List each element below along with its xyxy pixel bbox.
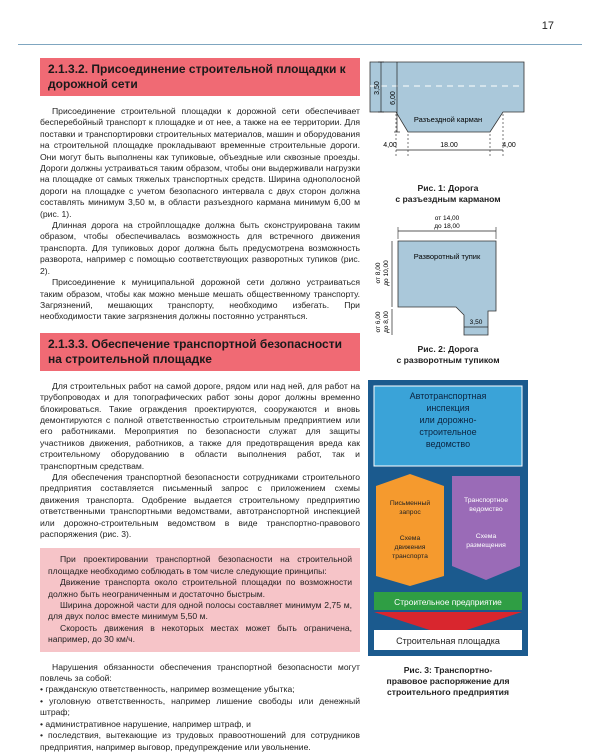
orange-line: транспорта [392,553,428,560]
paragraph: Присоединение к муниципальной дорожной сети должно устраиваться таким образом, чтобы как можно меньше мешать общественному транспорту. Загрязнений, мешающих транспорту, необходимо избегать. При необходимости такие загрязнения должны постоянно устраняться. [40,277,360,322]
figure3-caption [368,665,528,698]
dim-label-side1b: до 10,00 [383,260,390,286]
dim-label-top2: до 18,00 [434,223,460,230]
dim-label-600: 6,00 [390,91,397,105]
section1-body [40,106,360,323]
caption-line: с разъездным карманом [395,194,501,204]
passing-bay-label: Разъездной карман [413,115,483,124]
figure1-caption [368,183,528,205]
paragraph: Для строительных работ на самой дороге, рядом или над ней, для работ на трубопроводах и для топографических работ зоны дорог должны временно блокироваться. Такие ограждения проектируются, сооружаются и вновь демонтируются с полной ответственностью строительным предприятием или его работниками. Мероприятия по безопасности служат для защиты участников движения, работников, а также для предотвращения вреда как строительному оборудованию в области выполнения работ, так и транспортным средствам. [40,380,360,471]
caption-line: Рис. 3: Транспортно- [403,665,493,675]
orange-line: Схема [399,535,421,542]
block-line: или дорожно- [419,415,477,425]
violations-intro: Нарушения обязанности обеспечения транспортной безопасности могут повлечь за собой: [40,661,360,684]
paragraph: Присоединение строительной площадки к дорожной сети обеспечивает бесперебойный транспорт к площадке и от нее, а также на ее территории. Для поставки и транспортировки строительных материалов, машин и оборудования на строительной площадке прокладывают временные строительные дороги. Они могут быть выполнены как тупиковые, объездные или сквозные проезды. Дороги должны устраиваться таким образом, чтобы они выдерживали нагрузки на площадке от самых тяжелых транспортных средств. Ширина однополосной дороги на площадке с учетом безопасного интервала с двух сторон должна составлять минимум 3,50 м, в области разъездного кармана минимум 6,00 м (рис. 1). [40,106,360,219]
dim-label-right: 4,00 [502,142,516,149]
figure1-road-passing-bay [368,58,528,178]
principles-callout [40,548,360,651]
caption-line: строительного предприятия [387,687,509,697]
orange-line: запрос [399,509,421,516]
block-line: строительное [419,427,477,437]
dim-label-350: 3,50 [374,81,381,95]
callout-paragraph: При проектировании транспортной безопасности на строительной площадке необходимо соблюдать в том числе следующие принципы: [48,554,352,576]
construction-site-label: Строительная площадка [396,636,500,646]
dim-label-top1: от 14,00 [434,215,460,222]
list-item: • уголовную ответственность, например лишение свободы или денежный штраф; [40,695,360,718]
dim-label-mid: 18.00 [440,142,458,149]
purple-line: ведомство [469,506,503,513]
callout-paragraph: Движение транспорта около строительной площадки по возможности должно быть неограниченным и достаточно быстрым. [48,577,352,599]
purple-line: Транспортное [463,497,509,504]
figure2-caption [368,344,528,366]
paragraph: Для обеспечения транспортной безопасности сотрудниками строительного предприятия составляется письменный запрос с приложением схемы движения транспорта. Одобрение выдается строительному предприятию ответственными транспортными ведомствами, автотранспортной инспекцией или дорожно-строительным ведомством в виде транспортно-правового распоряжения (рис. 3). [40,471,360,539]
orange-line: Письменный [389,500,431,507]
purple-line: Схема [475,533,497,540]
caption-line: Рис. 1: Дорога [417,183,479,193]
orange-line: движения [394,544,426,551]
section-heading-road-connection: 2.1.3.2. Присоединение строительной площадки к дорожной сети [40,58,360,96]
construction-company-label: Строительное предприятие [394,597,502,607]
dim-label-side2a: от 6,00 [375,311,382,333]
main-text-column [40,58,360,753]
callout-paragraph: Скорость движения в некоторых местах может быть ограничена, например, до 30 км/ч. [48,622,352,645]
list-item: • гражданскую ответственность, например возмещение убытка; [40,684,295,695]
caption-line: правовое распоряжение для [386,676,510,686]
list-item: • последствия, вытекающие из трудовых правоотношений для сотрудников предприятия, например выговор, предупреждение или увольнение. [40,730,360,752]
section2-body [40,381,360,541]
figures-column [368,58,528,698]
section-heading-traffic-safety: 2.1.3.3. Обеспечение транспортной безопасности на строительной площадке [40,333,360,371]
figure2-turnaround [368,211,528,339]
turnaround-label: Разворотный тупик [413,252,481,261]
header-rule [18,44,582,45]
callout-paragraph: Ширина дорожной части для одной полосы составляет минимум 2,75 м, для двух полос вместе минимум 5,50 м. [48,600,352,622]
dim-label-left: 4,00 [383,142,397,149]
dim-label-side2b: до 8,00 [383,311,390,333]
violations-list [40,662,360,753]
dim-label-bottom: 3,50 [469,319,483,326]
paragraph: Длинная дорога на стройплощадке должна быть сконструирована таким образом, чтобы обеспечивалась возможность для встречного движения транспорта. Для тупиковых дорог должна быть предусмотрена возможность разворота, например с помощью соответствующих разворотных тупиков (рис. 2). [40,220,360,276]
block-line: ведомство [425,439,471,449]
purple-line: размещения [466,542,506,549]
list-item: • административное нарушение, например штраф, и [40,718,251,729]
dim-label-side1a: от 8,00 [375,262,382,284]
figure3-traffic-order-diagram [368,380,528,656]
caption-line: Рис. 2: Дорога [417,344,479,354]
block-line: инспекция [426,403,470,413]
page-number: 17 [541,20,554,32]
block-line: Автотранспортная [409,391,487,401]
caption-line: с разворотным тупиком [396,355,500,365]
